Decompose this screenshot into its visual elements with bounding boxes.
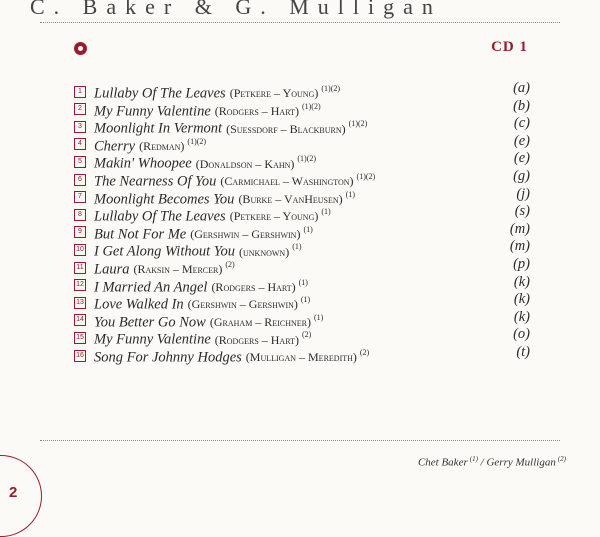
- track-performer-marks: (1)(2): [356, 171, 376, 181]
- track-performer-marks: (1): [298, 277, 308, 287]
- track-composer: (Carmichael – Washington): [220, 174, 354, 189]
- track-number-box: 5: [74, 156, 86, 168]
- track-performer-marks: (1): [303, 224, 313, 234]
- track-composer: (Petkere – Young): [229, 209, 319, 224]
- track-session-code: (c): [513, 115, 530, 132]
- track-row: [74, 343, 530, 366]
- track-title: Love Walked In: [94, 296, 184, 313]
- track-composer: (Raksin – Mercer): [133, 262, 223, 277]
- track-title: Moonlight Becomes You: [94, 190, 235, 207]
- track-title: My Funny Valentine: [94, 102, 211, 119]
- track-number-box: 10: [74, 244, 86, 256]
- track-title: Makin' Whoopee: [94, 155, 192, 172]
- track-session-code: (k): [513, 291, 530, 308]
- track-composer: (Graham – Reichner): [209, 315, 311, 330]
- track-row: [74, 273, 530, 295]
- track-performer-marks: (1)(2): [348, 119, 368, 129]
- cd-disc-icon: [74, 42, 87, 55]
- track-number-box: 2: [74, 103, 86, 115]
- track-number-box: 13: [74, 297, 86, 309]
- track-row: [74, 203, 530, 225]
- track-session-code: (p): [513, 255, 530, 272]
- track-number-box: 3: [74, 121, 86, 133]
- track-session-code: (m): [509, 238, 530, 255]
- track-performer-marks: (2): [301, 330, 312, 340]
- track-title: Cherry: [94, 138, 136, 155]
- track-number-box: 14: [74, 314, 86, 326]
- track-title: But Not For Me: [94, 226, 187, 243]
- track-title: I Married An Angel: [94, 278, 208, 295]
- page-number: 2: [9, 484, 18, 501]
- track-row: [74, 167, 530, 190]
- track-performer-marks: (2): [359, 347, 370, 357]
- track-number-box: 8: [74, 209, 86, 221]
- track-composer: (Rodgers – Hart): [214, 103, 299, 118]
- track-list: [74, 80, 530, 366]
- track-number-box: 7: [74, 191, 86, 203]
- track-row: [74, 80, 530, 102]
- track-title: My Funny Valentine: [94, 331, 211, 348]
- track-session-code: (t): [516, 343, 530, 360]
- track-composer: (Donaldson – Kahn): [195, 156, 295, 171]
- track-session-code: (e): [513, 150, 530, 167]
- track-composer: (Gershwin – Gershwin): [187, 297, 298, 312]
- performer-credit: [418, 455, 566, 469]
- track-composer: (Rodgers – Hart): [211, 279, 296, 294]
- track-title: Song For Johnny Hodges: [94, 349, 242, 366]
- track-number-box: 11: [74, 262, 86, 274]
- track-performer-marks: (1): [313, 312, 324, 322]
- artist-2-mark: (2): [557, 455, 566, 463]
- track-composer: (Burke – VanHeusen): [238, 191, 343, 206]
- track-row: [74, 255, 530, 278]
- bottom-divider: [40, 440, 560, 441]
- track-number-box: 4: [74, 138, 86, 150]
- artist-2: Gerry Mulligan: [486, 456, 556, 469]
- track-performer-marks: (1)(2): [321, 84, 341, 93]
- track-performer-marks: (2): [225, 259, 235, 269]
- track-row: [74, 150, 530, 172]
- track-composer: (Redman): [139, 139, 185, 154]
- artist-1: Chet Baker: [417, 456, 468, 469]
- track-session-code: (j): [516, 185, 530, 202]
- track-composer: (Petkere – Young): [229, 86, 319, 101]
- track-title: Lullaby Of The Leaves: [94, 85, 226, 102]
- track-row: [74, 238, 530, 260]
- track-number-box: 1: [74, 86, 86, 98]
- track-title: The Nearness Of You: [94, 173, 217, 190]
- track-row: [74, 308, 530, 331]
- track-composer: (Rodgers – Hart): [214, 332, 299, 347]
- track-number-box: 16: [74, 350, 86, 362]
- track-session-code: (s): [514, 203, 530, 220]
- track-session-code: (k): [513, 273, 530, 290]
- track-session-code: (o): [513, 326, 530, 343]
- track-performer-marks: (1): [300, 295, 311, 305]
- track-performer-marks: (1)(2): [301, 101, 321, 111]
- track-performer-marks: (1)(2): [187, 136, 207, 146]
- track-title: I Get Along Without You: [94, 243, 235, 260]
- page-corner-circle: [0, 455, 42, 537]
- track-title: Laura: [94, 261, 130, 278]
- track-performer-marks: (1)(2): [297, 154, 317, 164]
- track-number-box: 9: [74, 226, 86, 238]
- track-session-code: (k): [513, 308, 530, 325]
- track-session-code: (m): [509, 220, 530, 237]
- track-session-code: (g): [513, 167, 530, 184]
- track-row: [74, 326, 530, 348]
- track-title: Lullaby Of The Leaves: [94, 208, 226, 225]
- header-title: C. Baker & G. Mulligan: [30, 0, 442, 19]
- track-composer: (unknown): [239, 244, 290, 259]
- track-session-code: (a): [513, 80, 530, 96]
- track-row: [74, 291, 530, 313]
- track-performer-marks: (1): [345, 189, 355, 199]
- track-session-code: (b): [513, 97, 530, 114]
- track-performer-marks: (1): [321, 207, 331, 217]
- track-row: [74, 185, 530, 207]
- track-number-box: 12: [74, 279, 86, 291]
- track-row: [74, 220, 530, 243]
- track-composer: (Suessdorf – Blackburn): [226, 121, 346, 136]
- track-row: [74, 115, 530, 137]
- top-divider: [40, 22, 560, 23]
- credit-separator: /: [480, 456, 484, 469]
- artist-1-mark: (1): [469, 455, 478, 463]
- track-title: You Better Go Now: [94, 314, 206, 331]
- disc-label: CD 1: [491, 39, 528, 55]
- track-composer: (Mulligan – Meredith): [245, 350, 357, 365]
- track-row: [74, 132, 530, 155]
- track-session-code: (e): [513, 132, 530, 149]
- track-performer-marks: (1): [292, 242, 302, 252]
- track-composer: (Gershwin – Gershwin): [190, 227, 301, 242]
- track-title: Moonlight In Vermont: [94, 120, 223, 137]
- track-number-box: 6: [74, 174, 86, 186]
- track-row: [74, 97, 530, 119]
- track-number-box: 15: [74, 332, 86, 344]
